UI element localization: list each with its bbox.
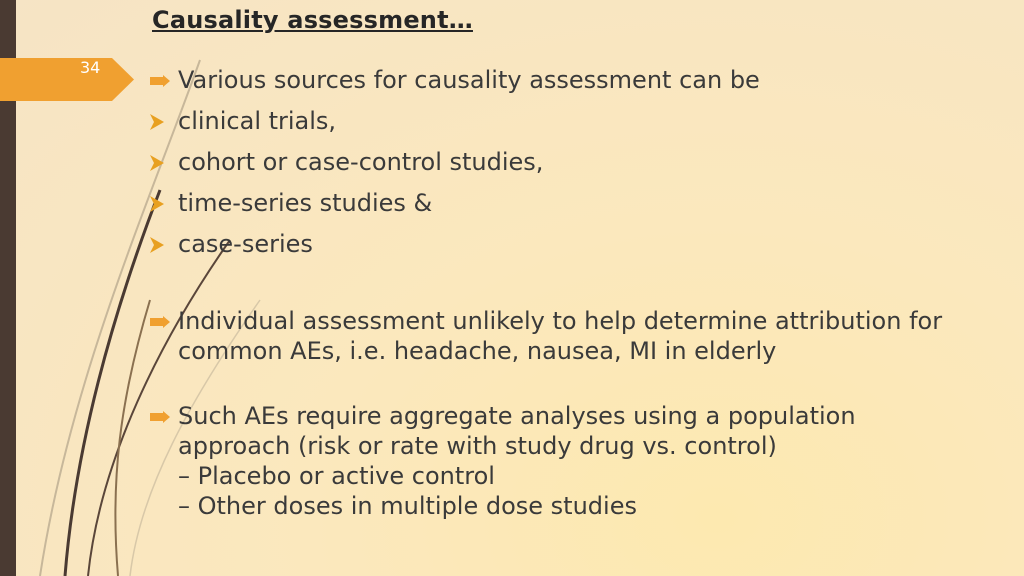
bullet-text: Such AEs require aggregate analyses using a population approach (risk or rate with study drug vs. control) – Placebo or active control – Other doses in multiple dose studies (178, 402, 856, 520)
bullet-main-2 (150, 306, 942, 366)
arrow-bullet-icon (150, 316, 170, 328)
bullet-sub-3 (150, 188, 432, 218)
bullet-sub-4 (150, 229, 313, 259)
arrow-bullet-icon (150, 75, 170, 87)
chevron-bullet-icon (150, 155, 164, 171)
bullet-text: case-series (178, 230, 313, 258)
arrow-bullet-icon (150, 411, 170, 423)
bullet-main-3 (150, 401, 856, 521)
bullet-sub-1 (150, 106, 336, 136)
bullet-text: cohort or case-control studies, (178, 148, 544, 176)
chevron-bullet-icon (150, 114, 164, 130)
bullet-text: time-series studies & (178, 189, 433, 217)
bullet-main-1 (150, 65, 760, 95)
chevron-bullet-icon (150, 237, 164, 253)
bullet-text: Various sources for causality assessment can be (178, 66, 760, 94)
page-number-tab (0, 58, 134, 101)
bullet-text: clinical trials, (178, 107, 337, 135)
page-number: 34 (80, 58, 101, 77)
chevron-bullet-icon (150, 196, 164, 212)
slide-title: Causality assessment… (152, 6, 473, 34)
page-tab-shape (0, 58, 134, 101)
bullet-text: Individual assessment unlikely to help determine attribution for common AEs, i.e. headache, nausea, MI in elderly (178, 307, 943, 365)
bullet-sub-2 (150, 147, 543, 177)
